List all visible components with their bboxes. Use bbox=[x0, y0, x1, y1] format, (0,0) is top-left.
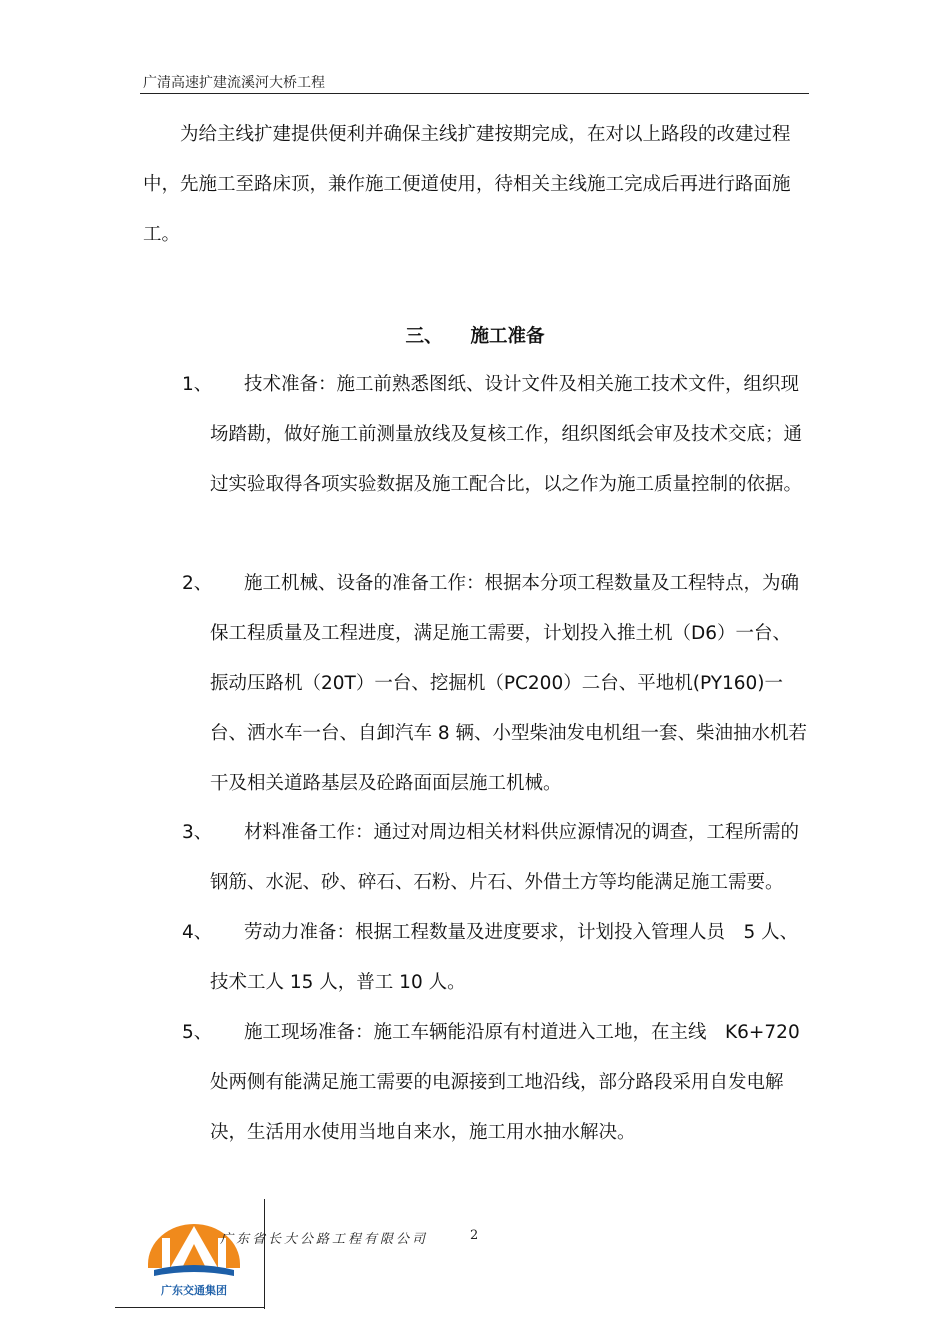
section-heading bbox=[0, 322, 950, 348]
intro-paragraph: 为给主线扩建提供便利并确保主线扩建按期完成，在对以上路段的改建过程中，先施工至路床顶，兼作施工便道使用，待相关主线施工完成后再进行路面施工。 bbox=[143, 124, 791, 245]
header-divider bbox=[140, 93, 809, 94]
list-item-text: 技术准备：施工前熟悉图纸、设计文件及相关施工技术文件，组织现场踏勘，做好施工前测量放线及复核工作，组织图纸会审及技术交底；通过实验取得各项实验数据及施工配合比，以之作为施工质量控制的依据。 bbox=[210, 374, 803, 495]
list-item-number: 5、 bbox=[182, 1022, 213, 1043]
section-number: 三、 bbox=[405, 326, 443, 347]
list-item-number: 1、 bbox=[182, 374, 213, 395]
list-item-text: 劳动力准备：根据工程数量及进度要求，计划投入管理人员 5 人、技术工人 15 人，普工 10 人。 bbox=[210, 922, 799, 993]
footer-company-name: 广东省长大公路工程有限公司 bbox=[220, 1232, 429, 1247]
section-title: 施工准备 bbox=[470, 326, 545, 347]
list-item-text: 材料准备工作：通过对周边相关材料供应源情况的调查，工程所需的钢筋、水泥、砂、碎石、石粉、片石、外借土方等均能满足施工需要。 bbox=[210, 822, 800, 893]
footer-horizontal-divider bbox=[115, 1307, 265, 1308]
list-item-number: 3、 bbox=[182, 822, 213, 843]
list-item-number: 4、 bbox=[182, 922, 213, 943]
header-title: 广清高速扩建流溪河大桥工程 bbox=[143, 75, 325, 91]
logo-text: 广东交通集团 bbox=[161, 1284, 227, 1297]
footer-vertical-divider bbox=[264, 1199, 265, 1309]
list-item-number: 2、 bbox=[182, 573, 213, 594]
list-item-text: 施工现场准备：施工车辆能沿原有村道进入工地，在主线 K6+720 处两侧有能满足施工需要的电源接到工地沿线，部分路段采用自发电解决，生活用水使用当地自来水，施工用水抽水解决。 bbox=[210, 1022, 800, 1143]
page-number: 2 bbox=[470, 1228, 479, 1243]
list-item-text: 施工机械、设备的准备工作：根据本分项工程数量及工程特点，为确保工程质量及工程进度，满足施工需要，计划投入推土机（D6）一台、振动压路机（20T）一台、挖掘机（PC200）二台、平地机(PY160)一台、洒水车一台、自卸汽车 8 辆、小型柴油发电机组一套、柴油抽水机若干及相关道路基层及砼路面面层施工机械。 bbox=[210, 573, 808, 794]
